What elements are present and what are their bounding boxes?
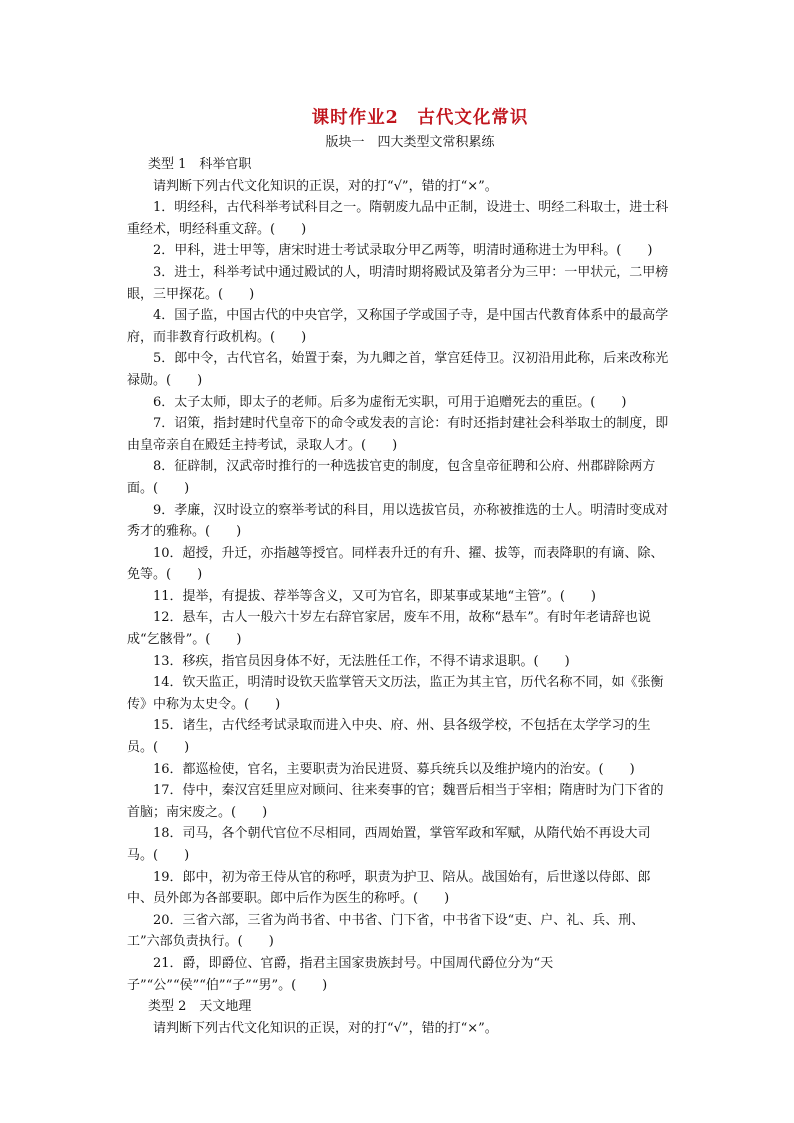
question-item: 11．提举，有提拔、荐举等含义，又可为官名，即某事或某地“主管”。( ) <box>153 588 596 604</box>
question-item: 17．侍中，秦汉宫廷里应对顾问、往来奏事的官；魏晋后相当于宰相；隋唐时为门下省的首脑；南宋废之。( ) <box>127 783 664 820</box>
question-item: 4．国子监，中国古代的中央官学，又称国子学或国子寺，是中国古代教育体系中的最高学府，而非教育行政机构。( ) <box>127 308 669 345</box>
question-item: 14．钦天监正，明清时设钦天监掌管天文历法，监正为其主官，历代名称不同，如《张衡传》中称为太史令。( ) <box>127 675 664 712</box>
section-heading-2: 类型 2 天文地理 <box>148 999 252 1015</box>
section-heading-1: 类型 1 科举官职 <box>148 157 252 172</box>
question-item: 21．爵，即爵位、官爵，指君主国家贵族封号。中国周代爵位分为“天子”“公”“侯”“伯”“子”“男”。( ) <box>127 955 554 993</box>
question-item: 7．诏策，指封建时代皇帝下的命令或发表的言论：有时还指封建社会科举取士的制度，即由皇帝亲自在殿廷主持考试，录取人才。( ) <box>127 416 669 453</box>
page-subtitle: 版块一 四大类型文常积累练 <box>325 135 495 150</box>
question-item: 20．三省六部，三省为尚书省、中书省、门下省，中书省下设“吏、户、礼、兵、刑、工”六部负责执行。( ) <box>127 912 645 950</box>
question-item: 18．司马，各个朝代官位不尽相同，西周始置，掌管军政和军赋，从隋代始不再设大司马。( ) <box>127 826 651 863</box>
document-page <box>127 104 673 1039</box>
question-item: 2．甲科，进士甲等，唐宋时进士考试录取分甲乙两等，明清时通称进士为甲科。( ) <box>153 243 653 259</box>
question-item: 8．征辟制，汉武帝时推行的一种选拔官吏的制度，包含皇帝征聘和公府、州郡辟除两方面。( ) <box>127 459 656 496</box>
question-item: 9．孝廉，汉时设立的察举考试的科目，用以选拔官员，亦称被推选的士人。明清时变成对秀才的雅称。( ) <box>127 502 669 540</box>
question-item: 19．郎中，初为帝王侍从官的称呼，职责为护卫、陪从。战国始有，后世遂以侍郎、郎中、员外郎为各部要职。郎中后作为医生的称呼。( ) <box>127 869 651 907</box>
question-item: 15．诸生，古代经考试录取而进入中央、府、州、县各级学校，不包括在太学学习的生员。( ) <box>127 718 651 756</box>
question-item: 12．悬车，古人一般六十岁左右辞官家居，废车不用，故称“悬车”。有时年老请辞也说成“乞骸骨”。( ) <box>127 610 651 648</box>
question-item: 1．明经科，古代科举考试科目之一。隋朝废九品中正制，设进士、明经二科取士，进士科重经术，明经科重文辞。( ) <box>127 200 669 237</box>
instruction-2: 请判断下列古代文化知识的正误，对的打“√”，错的打“×”。 <box>153 1020 498 1036</box>
instruction-1: 请判断下列古代文化知识的正误，对的打“√”，错的打“×”。 <box>153 178 498 194</box>
question-item: 10．超授，升迁，亦指越等授官。同样表升迁的有升、擢、拔等，而表降职的有谪、除、免等。( ) <box>127 545 664 583</box>
question-item: 13．移疾，指官员因身体不好，无法胜任工作，不得不请求退职。( ) <box>153 653 570 669</box>
question-item: 6．太子太师，即太子的老师。后多为虚衔无实职，可用于追赠死去的重臣。( ) <box>153 394 627 410</box>
page-title: 课时作业2 古代文化常识 <box>311 108 529 128</box>
question-item: 5．郎中令，古代官名，始置于秦，为九卿之首，掌宫廷侍卫。汉初沿用此称，后来改称光禄勋。( ) <box>127 351 669 388</box>
question-item: 16．都巡检使，官名，主要职责为治民进贤、募兵统兵以及维护境内的治安。( ) <box>153 761 635 777</box>
question-item: 3．进士，科举考试中通过殿试的人，明清时期将殿试及第者分为三甲：一甲状元，二甲榜眼，三甲探花。( ) <box>127 264 669 302</box>
